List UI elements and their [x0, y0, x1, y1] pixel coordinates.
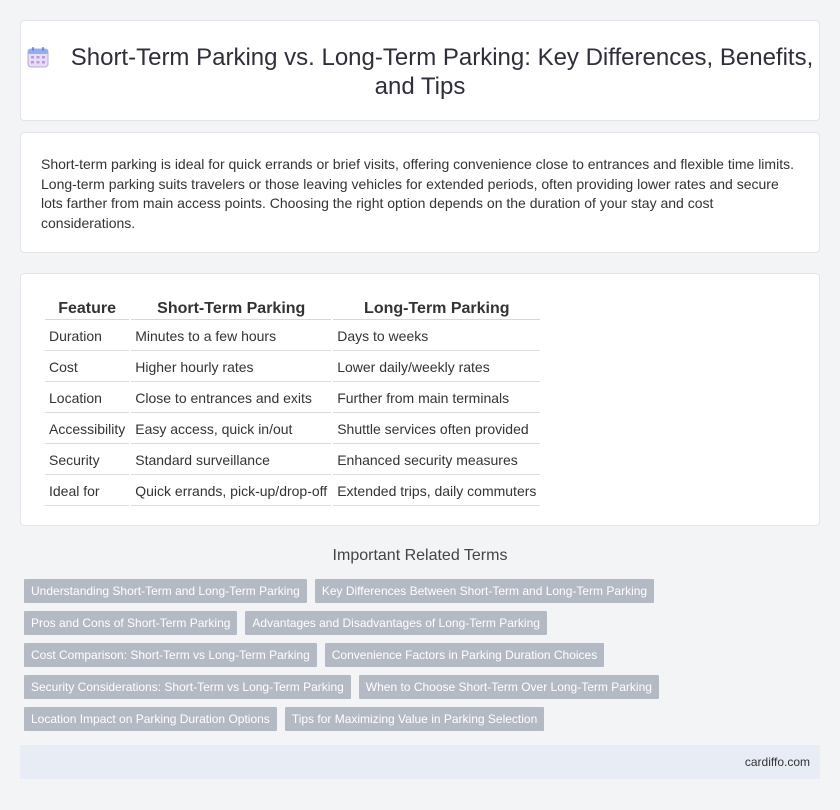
related-terms-list — [24, 579, 824, 739]
related-term-tag[interactable]: When to Choose Short-Term Over Long-Term Parking — [359, 675, 659, 699]
table-cell: Lower daily/weekly rates — [333, 353, 540, 382]
related-term-tag[interactable]: Security Considerations: Short-Term vs Long-Term Parking — [24, 675, 351, 699]
intro-card — [20, 132, 820, 253]
table-cell: Further from main terminals — [333, 384, 540, 413]
table-header-row — [45, 298, 540, 320]
table-cell: Duration — [45, 322, 129, 351]
table-cell: Security — [45, 446, 129, 475]
table-cell: Days to weeks — [333, 322, 540, 351]
table-cell: Shuttle services often provided — [333, 415, 540, 444]
header-card — [20, 20, 820, 121]
header-short-term: Short-Term Parking — [131, 298, 331, 320]
tag-row — [24, 611, 824, 635]
table-row — [45, 353, 540, 382]
table-cell: Accessibility — [45, 415, 129, 444]
page-title-wrap — [21, 43, 819, 101]
tag-row — [24, 707, 824, 731]
tag-row — [24, 675, 824, 699]
related-term-tag[interactable]: Location Impact on Parking Duration Options — [24, 707, 277, 731]
related-terms-title: Important Related Terms — [332, 547, 508, 564]
related-term-tag[interactable]: Convenience Factors in Parking Duration Choices — [325, 643, 604, 667]
comparison-table — [43, 296, 542, 508]
table-cell: Cost — [45, 353, 129, 382]
related-term-tag[interactable]: Tips for Maximizing Value in Parking Selection — [285, 707, 544, 731]
table-row — [45, 477, 540, 506]
table-cell: Easy access, quick in/out — [131, 415, 331, 444]
table-cell: Ideal for — [45, 477, 129, 506]
header-long-term: Long-Term Parking — [333, 298, 540, 320]
related-term-tag[interactable]: Key Differences Between Short-Term and Long-Term Parking — [315, 579, 654, 603]
table-cell: Standard surveillance — [131, 446, 331, 475]
footer-brand-link[interactable]: cardiffo.com — [744, 755, 810, 769]
page-title: Short-Term Parking vs. Long-Term Parking: Key Differences, Benefits, and Tips — [70, 44, 814, 100]
table-row — [45, 322, 540, 351]
calendar-icon — [27, 46, 49, 68]
table-cell: Close to entrances and exits — [131, 384, 331, 413]
related-term-tag[interactable]: Cost Comparison: Short-Term vs Long-Term Parking — [24, 643, 317, 667]
table-cell: Quick errands, pick-up/drop-off — [131, 477, 331, 506]
related-term-tag[interactable]: Pros and Cons of Short-Term Parking — [24, 611, 237, 635]
table-cell: Minutes to a few hours — [131, 322, 331, 351]
related-term-tag[interactable]: Understanding Short-Term and Long-Term Parking — [24, 579, 307, 603]
table-row — [45, 446, 540, 475]
table-row — [45, 415, 540, 444]
table-row — [45, 384, 540, 413]
comparison-card — [20, 273, 820, 526]
table-cell: Extended trips, daily commuters — [333, 477, 540, 506]
intro-paragraph: Short-term parking is ideal for quick errands or brief visits, offering convenience close to entrances and flexible time limits. Long-term parking suits travelers or those leaving vehicles for extended periods, often providing lower rates and secure lots farther from main access points. Choosing the right option depends on the duration of your stay and cost considerations. — [41, 156, 794, 231]
table-cell: Enhanced security measures — [333, 446, 540, 475]
header-feature: Feature — [45, 298, 129, 320]
related-term-tag[interactable]: Advantages and Disadvantages of Long-Term Parking — [245, 611, 547, 635]
tag-row — [24, 643, 824, 667]
table-cell: Location — [45, 384, 129, 413]
table-cell: Higher hourly rates — [131, 353, 331, 382]
tag-row — [24, 579, 824, 603]
footer — [20, 745, 820, 779]
